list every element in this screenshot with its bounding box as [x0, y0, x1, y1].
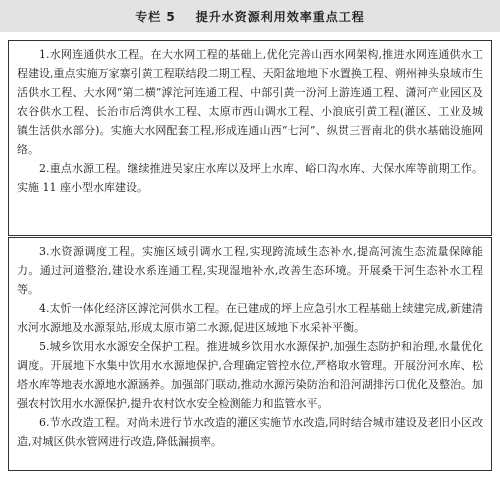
paragraph-drinking-water-protection: 5.城乡饮用水水源安全保护工程。推进城乡饮用水水源保护,加强生态防护和治理,水量优化调度。开展地下水集中饮用水水源地保护,合理确定管控水位,严格取水管理。开展汾河水库、松塔水库等地表水源地水源涵养。加强部门联动,推动水源污染防治和沿河湖排污口优化及整治。加强农村饮用水水源保护,提升农村饮水安全检测能力和监管水平。 [17, 340, 483, 410]
column-title: 提升水资源利用效率重点工程 [195, 9, 365, 24]
projects-box-2 [8, 237, 492, 471]
paragraph-key-water-source: 2.重点水源工程。继续推进吴家庄水库以及坪上水库、峪口沟水库、大保水库等前期工作。实施 11 座小型水库建设。 [17, 162, 483, 194]
paragraph-water-saving-renovation: 6.节水改造工程。对尚未进行节水改造的灌区实施节水改造,同时结合城市建设及老旧小区改造,对城区供水管网进行改造,降低漏损率。 [17, 416, 483, 448]
paragraph-water-dispatch: 3.水资源调度工程。实施区域引调水工程,实现跨流域生态补水,提高河流生态流量保障能力。通过河道整治,建设水系连通工程,实现湿地补水,改善生态环境。开展桑干河生态补水工程等。 [17, 245, 483, 296]
paragraph-water-network: 1.水网连通供水工程。在大水网工程的基础上,优化完善山西水网架构,推进水网连通供水工程建设,重点实施万家寨引黄工程联结段二期工程、天阳盆地地下水置换工程、朔州神头泉域市生活供水工程、大水网“第二横”滹沱河连通工程、中部引黄一汾河上游连通工程、潇河产业园区及农谷供水工程、长治市后湾供水工程、太原市西山调水工程、小浪底引黄工程(灌区、工业及城镇生活供水部分)。实施大水网配套工程,形成连通山西“七河”、纵贯三晋南北的供水基础设施网络。 [17, 48, 483, 156]
column-label: 专栏 5 [135, 9, 176, 24]
paragraph-hutuo-river-supply: 4.太忻一体化经济区滹沱河供水工程。在已建成的坪上应急引水工程基础上续建完成,新建清水河水源地及水源泵站,形成太原市第二水源,促进区域地下水采补平衡。 [17, 302, 483, 334]
column-header [0, 0, 500, 32]
projects-box-1 [8, 40, 492, 236]
